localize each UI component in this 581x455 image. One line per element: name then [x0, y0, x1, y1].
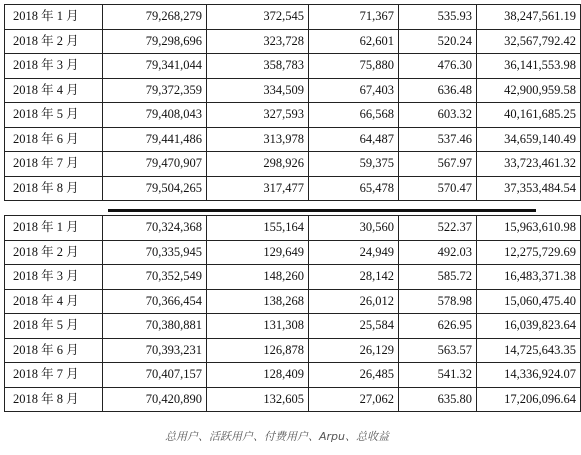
value-cell: 570.47	[399, 176, 477, 201]
value-cell: 33,723,461.32	[477, 152, 581, 177]
value-cell: 37,353,484.54	[477, 176, 581, 201]
value-cell: 70,407,157	[103, 363, 207, 388]
value-cell: 132,605	[207, 387, 309, 412]
value-cell: 131,308	[207, 314, 309, 339]
value-cell: 26,012	[309, 289, 399, 314]
month-cell: 2018 年 8 月	[5, 387, 103, 412]
month-cell: 2018 年 5 月	[5, 103, 103, 128]
value-cell: 16,039,823.64	[477, 314, 581, 339]
value-cell: 358,783	[207, 54, 309, 79]
value-cell: 17,206,096.64	[477, 387, 581, 412]
value-cell: 537.46	[399, 127, 477, 152]
value-cell: 541.32	[399, 363, 477, 388]
value-cell: 522.37	[399, 216, 477, 241]
value-cell: 28,142	[309, 265, 399, 290]
value-cell: 71,367	[309, 5, 399, 30]
table-row	[5, 127, 581, 152]
value-cell: 70,380,881	[103, 314, 207, 339]
value-cell: 66,568	[309, 103, 399, 128]
value-cell: 128,409	[207, 363, 309, 388]
value-cell: 59,375	[309, 152, 399, 177]
value-cell: 12,275,729.69	[477, 240, 581, 265]
month-cell: 2018 年 7 月	[5, 152, 103, 177]
table-row	[5, 240, 581, 265]
value-cell: 313,978	[207, 127, 309, 152]
value-cell: 79,372,359	[103, 78, 207, 103]
month-cell: 2018 年 2 月	[5, 29, 103, 54]
table-row	[5, 103, 581, 128]
value-cell: 40,161,685.25	[477, 103, 581, 128]
value-cell: 476.30	[399, 54, 477, 79]
table-row	[5, 78, 581, 103]
value-cell: 36,141,553.98	[477, 54, 581, 79]
table-row	[5, 289, 581, 314]
value-cell: 34,659,140.49	[477, 127, 581, 152]
value-cell: 38,247,561.19	[477, 5, 581, 30]
value-cell: 138,268	[207, 289, 309, 314]
value-cell: 79,470,907	[103, 152, 207, 177]
value-cell: 67,403	[309, 78, 399, 103]
month-cell: 2018 年 4 月	[5, 289, 103, 314]
data-table-2-body	[5, 216, 581, 412]
table-row	[5, 387, 581, 412]
value-cell: 129,649	[207, 240, 309, 265]
value-cell: 635.80	[399, 387, 477, 412]
month-cell: 2018 年 6 月	[5, 338, 103, 363]
value-cell: 62,601	[309, 29, 399, 54]
data-table-1	[4, 4, 581, 201]
table-row	[5, 29, 581, 54]
value-cell: 75,880	[309, 54, 399, 79]
table-row	[5, 265, 581, 290]
value-cell: 327,593	[207, 103, 309, 128]
value-cell: 626.95	[399, 314, 477, 339]
value-cell: 563.57	[399, 338, 477, 363]
value-cell: 70,366,454	[103, 289, 207, 314]
value-cell: 372,545	[207, 5, 309, 30]
value-cell: 16,483,371.38	[477, 265, 581, 290]
value-cell: 578.98	[399, 289, 477, 314]
value-cell: 155,164	[207, 216, 309, 241]
month-cell: 2018 年 3 月	[5, 265, 103, 290]
value-cell: 79,408,043	[103, 103, 207, 128]
value-cell: 27,062	[309, 387, 399, 412]
value-cell: 79,268,279	[103, 5, 207, 30]
table-row	[5, 176, 581, 201]
value-cell: 24,949	[309, 240, 399, 265]
value-cell: 323,728	[207, 29, 309, 54]
value-cell: 585.72	[399, 265, 477, 290]
table-divider	[108, 209, 536, 212]
value-cell: 70,420,890	[103, 387, 207, 412]
value-cell: 26,485	[309, 363, 399, 388]
value-cell: 70,393,231	[103, 338, 207, 363]
value-cell: 126,878	[207, 338, 309, 363]
value-cell: 70,324,368	[103, 216, 207, 241]
value-cell: 70,335,945	[103, 240, 207, 265]
value-cell: 148,260	[207, 265, 309, 290]
month-cell: 2018 年 8 月	[5, 176, 103, 201]
value-cell: 520.24	[399, 29, 477, 54]
month-cell: 2018 年 5 月	[5, 314, 103, 339]
value-cell: 334,509	[207, 78, 309, 103]
value-cell: 79,341,044	[103, 54, 207, 79]
month-cell: 2018 年 4 月	[5, 78, 103, 103]
value-cell: 42,900,959.58	[477, 78, 581, 103]
value-cell: 14,336,924.07	[477, 363, 581, 388]
month-cell: 2018 年 6 月	[5, 127, 103, 152]
value-cell: 15,060,475.40	[477, 289, 581, 314]
table-row	[5, 5, 581, 30]
value-cell: 492.03	[399, 240, 477, 265]
data-table-2	[4, 215, 581, 412]
table-row	[5, 363, 581, 388]
value-cell: 603.32	[399, 103, 477, 128]
value-cell: 298,926	[207, 152, 309, 177]
table-row	[5, 54, 581, 79]
month-cell: 2018 年 2 月	[5, 240, 103, 265]
value-cell: 15,963,610.98	[477, 216, 581, 241]
value-cell: 317,477	[207, 176, 309, 201]
month-cell: 2018 年 7 月	[5, 363, 103, 388]
table-row	[5, 338, 581, 363]
caption: 总用户、活跃用户、付费用户、Arpu、总收益	[164, 430, 389, 443]
value-cell: 30,560	[309, 216, 399, 241]
value-cell: 567.97	[399, 152, 477, 177]
value-cell: 26,129	[309, 338, 399, 363]
table-row	[5, 216, 581, 241]
value-cell: 535.93	[399, 5, 477, 30]
value-cell: 65,478	[309, 176, 399, 201]
value-cell: 64,487	[309, 127, 399, 152]
month-cell: 2018 年 1 月	[5, 216, 103, 241]
value-cell: 32,567,792.42	[477, 29, 581, 54]
value-cell: 636.48	[399, 78, 477, 103]
value-cell: 79,504,265	[103, 176, 207, 201]
value-cell: 79,298,696	[103, 29, 207, 54]
month-cell: 2018 年 1 月	[5, 5, 103, 30]
value-cell: 70,352,549	[103, 265, 207, 290]
value-cell: 14,725,643.35	[477, 338, 581, 363]
value-cell: 25,584	[309, 314, 399, 339]
table-row	[5, 314, 581, 339]
value-cell: 79,441,486	[103, 127, 207, 152]
data-table-1-body	[5, 5, 581, 201]
month-cell: 2018 年 3 月	[5, 54, 103, 79]
table-row	[5, 152, 581, 177]
